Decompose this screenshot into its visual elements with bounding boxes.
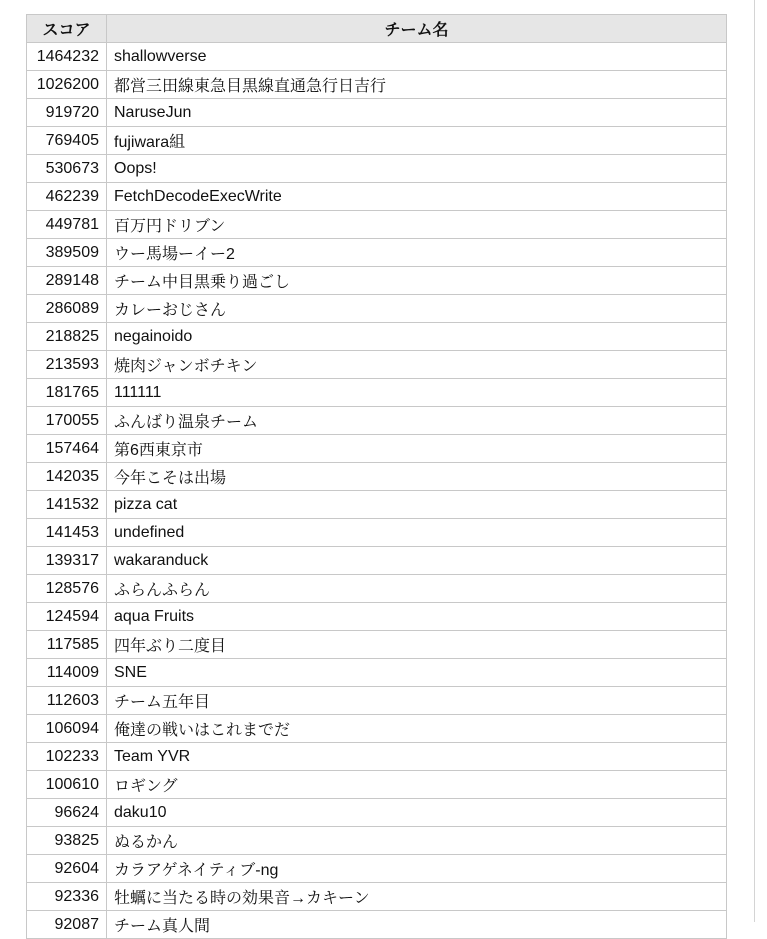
table-row bbox=[27, 519, 727, 547]
table-row bbox=[27, 323, 727, 351]
score-cell: 114009 bbox=[27, 659, 107, 687]
team-name-cell: fujiwara組 bbox=[107, 127, 727, 155]
team-name-cell: チーム真人間 bbox=[107, 911, 727, 939]
table-row bbox=[27, 743, 727, 771]
table-row bbox=[27, 631, 727, 659]
score-cell: 170055 bbox=[27, 407, 107, 435]
score-column-header: スコア bbox=[27, 15, 107, 43]
score-cell: 389509 bbox=[27, 239, 107, 267]
team-name-cell: 俺達の戦いはこれまでだ bbox=[107, 715, 727, 743]
team-name-cell: shallowverse bbox=[107, 43, 727, 71]
table-row bbox=[27, 351, 727, 379]
team-name-cell: チーム中目黒乗り過ごし bbox=[107, 267, 727, 295]
team-name-cell: 四年ぶり二度目 bbox=[107, 631, 727, 659]
team-name-cell: カレーおじさん bbox=[107, 295, 727, 323]
team-column-header: チーム名 bbox=[107, 15, 727, 43]
score-cell: 919720 bbox=[27, 99, 107, 127]
table-row bbox=[27, 407, 727, 435]
ranking-table bbox=[26, 14, 727, 939]
table-row bbox=[27, 43, 727, 71]
table-row bbox=[27, 295, 727, 323]
score-cell: 218825 bbox=[27, 323, 107, 351]
table-row bbox=[27, 239, 727, 267]
table-row bbox=[27, 183, 727, 211]
score-cell: 102233 bbox=[27, 743, 107, 771]
team-name-cell: 111111 bbox=[107, 379, 727, 407]
team-name-cell: 第6西東京市 bbox=[107, 435, 727, 463]
table-row bbox=[27, 883, 727, 911]
team-name-cell: daku10 bbox=[107, 799, 727, 827]
score-cell: 141532 bbox=[27, 491, 107, 519]
table-row bbox=[27, 463, 727, 491]
team-name-cell: undefined bbox=[107, 519, 727, 547]
score-cell: 96624 bbox=[27, 799, 107, 827]
table-row bbox=[27, 827, 727, 855]
team-name-cell: 今年こそは出場 bbox=[107, 463, 727, 491]
team-name-cell: 牡蠣に当たる時の効果音→カキーン bbox=[107, 883, 727, 911]
score-cell: 92336 bbox=[27, 883, 107, 911]
score-cell: 92604 bbox=[27, 855, 107, 883]
team-name-cell: 都営三田線東急目黒線直通急行日吉行 bbox=[107, 71, 727, 99]
score-cell: 141453 bbox=[27, 519, 107, 547]
ranking-table-body bbox=[27, 43, 727, 939]
score-cell: 106094 bbox=[27, 715, 107, 743]
table-row bbox=[27, 379, 727, 407]
team-name-cell: Team YVR bbox=[107, 743, 727, 771]
team-name-cell: ぬるかん bbox=[107, 827, 727, 855]
team-name-cell: NaruseJun bbox=[107, 99, 727, 127]
score-cell: 93825 bbox=[27, 827, 107, 855]
table-row bbox=[27, 267, 727, 295]
score-cell: 139317 bbox=[27, 547, 107, 575]
score-cell: 449781 bbox=[27, 211, 107, 239]
team-name-cell: SNE bbox=[107, 659, 727, 687]
table-row bbox=[27, 687, 727, 715]
page-divider-line bbox=[754, 0, 755, 922]
team-name-cell: ふらんふらん bbox=[107, 575, 727, 603]
table-row bbox=[27, 575, 727, 603]
team-name-cell: カラアゲネイティブ-ng bbox=[107, 855, 727, 883]
team-name-cell: pizza cat bbox=[107, 491, 727, 519]
table-row bbox=[27, 855, 727, 883]
team-name-cell: ふんばり温泉チーム bbox=[107, 407, 727, 435]
table-row bbox=[27, 911, 727, 939]
table-row bbox=[27, 99, 727, 127]
table-row bbox=[27, 603, 727, 631]
score-cell: 124594 bbox=[27, 603, 107, 631]
table-row bbox=[27, 155, 727, 183]
table-row bbox=[27, 799, 727, 827]
team-name-cell: ロギング bbox=[107, 771, 727, 799]
table-row bbox=[27, 435, 727, 463]
table-header-row bbox=[27, 15, 727, 43]
table-row bbox=[27, 547, 727, 575]
table-row bbox=[27, 771, 727, 799]
score-cell: 181765 bbox=[27, 379, 107, 407]
table-row bbox=[27, 715, 727, 743]
table-row bbox=[27, 71, 727, 99]
table-row bbox=[27, 211, 727, 239]
score-cell: 769405 bbox=[27, 127, 107, 155]
score-cell: 289148 bbox=[27, 267, 107, 295]
score-cell: 1026200 bbox=[27, 71, 107, 99]
team-name-cell: 焼肉ジャンボチキン bbox=[107, 351, 727, 379]
score-cell: 117585 bbox=[27, 631, 107, 659]
team-name-cell: aqua Fruits bbox=[107, 603, 727, 631]
table-row bbox=[27, 659, 727, 687]
score-cell: 92087 bbox=[27, 911, 107, 939]
score-cell: 100610 bbox=[27, 771, 107, 799]
score-cell: 213593 bbox=[27, 351, 107, 379]
score-cell: 530673 bbox=[27, 155, 107, 183]
ranking-table-container bbox=[26, 14, 726, 939]
team-name-cell: 百万円ドリブン bbox=[107, 211, 727, 239]
team-name-cell: Oops! bbox=[107, 155, 727, 183]
score-cell: 157464 bbox=[27, 435, 107, 463]
score-cell: 286089 bbox=[27, 295, 107, 323]
table-row bbox=[27, 127, 727, 155]
team-name-cell: wakaranduck bbox=[107, 547, 727, 575]
team-name-cell: チーム五年目 bbox=[107, 687, 727, 715]
score-cell: 142035 bbox=[27, 463, 107, 491]
score-cell: 128576 bbox=[27, 575, 107, 603]
team-name-cell: FetchDecodeExecWrite bbox=[107, 183, 727, 211]
team-name-cell: ウー馬場ーイー2 bbox=[107, 239, 727, 267]
score-cell: 1464232 bbox=[27, 43, 107, 71]
score-cell: 462239 bbox=[27, 183, 107, 211]
team-name-cell: negainoido bbox=[107, 323, 727, 351]
table-row bbox=[27, 491, 727, 519]
score-cell: 112603 bbox=[27, 687, 107, 715]
